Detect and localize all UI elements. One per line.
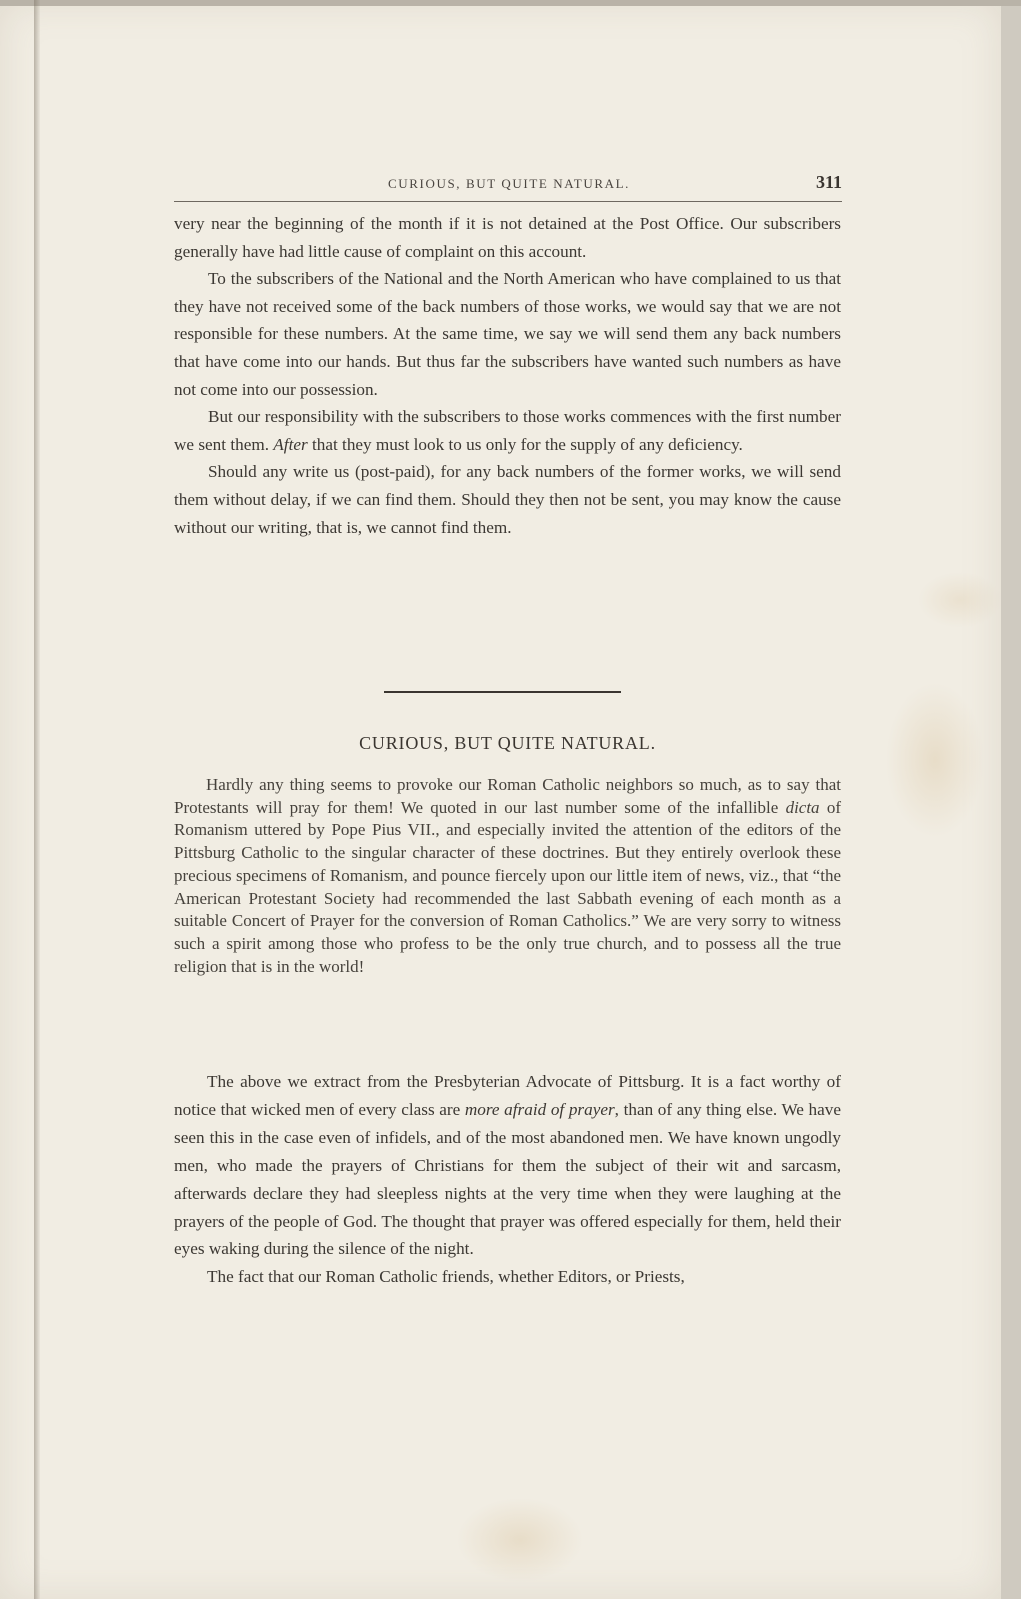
article-paragraph-1-text-b: , than of any thing else. We have seen this in the case even of infidels, and of the most abandoned men. We have known ungodly men, who made the prayers of Christians for them the subject of their wit and sarcasm, afterwards declare they had sleepless nights at the very time when they were laughing at the prayers of the people of God. The thought that prayer was offered especially for them, held their eyes waking during the silence of the night. bbox=[174, 1099, 842, 1259]
header-rule bbox=[174, 201, 842, 202]
notice-paragraph-4: Should any write us (post-paid), for any back numbers of the former works, we will send them without delay, if we can find them. Should they then not be sent, you may know the cause without our writing, that is, we cannot find them. bbox=[174, 462, 841, 537]
page-number: 311 bbox=[815, 172, 842, 192]
extract-text-b: of Romanism uttered by Pope Pius VII., and especially invited the attention of the editors of the Pittsburg Catholic to the singular character of these doctrines. But they entirely overlook these precious specimens of Romanism, and pounce fiercely upon our little item of news, viz., that “the American Protestant Society had recommended the last Sabbath evening of each month as a suitable Concert of Prayer for the conversion of Roman Catholics.” We are very sorry to witness such a spirit among those who profess to be the only true church, and to possess all the true religion that is in the world! bbox=[174, 797, 841, 976]
notice-paragraph-3 bbox=[174, 403, 841, 458]
article-paragraph-1 bbox=[174, 1068, 841, 1263]
article-title: CURIOUS, BUT QUITE NATURAL. bbox=[359, 733, 656, 753]
extract-text-a: Hardly any thing seems to provoke our Roman Catholic neighbors so much, as to say that Protestants will pray for them! We quoted in our last number some of the infallible bbox=[174, 775, 841, 817]
notice-section bbox=[174, 210, 841, 541]
notice-paragraph-1: very near the beginning of the month if it is not detained at the Post Office. Our subscribers generally have had little cause of complaint on this account. bbox=[174, 214, 841, 261]
article-body bbox=[174, 1068, 841, 1291]
quoted-extract bbox=[174, 774, 841, 978]
article-paragraph-1-text-a: The above we extract from the Presbyterian Advocate of Pittsburg. It is a fact worthy of notice that wicked men of every class are bbox=[174, 1072, 841, 1119]
running-head-title: CURIOUS, BUT QUITE NATURAL. bbox=[388, 176, 630, 191]
notice-paragraph-3-emphasis: After bbox=[273, 434, 308, 454]
notice-paragraph-3-text-a: But our responsibility with the subscribers to those works commences with the first number we sent them. bbox=[174, 407, 841, 454]
running-head bbox=[174, 172, 844, 196]
section-divider bbox=[384, 691, 621, 693]
page-top-edge bbox=[0, 0, 1021, 6]
extract-paragraph bbox=[174, 774, 841, 978]
article-paragraph-2: The fact that our Roman Catholic friends, whether Editors, or Priests, bbox=[207, 1267, 685, 1287]
extract-emphasis: dicta bbox=[785, 797, 820, 817]
notice-paragraph-3-text-b: that they must look to us only for the supply of any deficiency. bbox=[307, 434, 743, 454]
article-paragraph-1-emphasis: more afraid of prayer bbox=[464, 1099, 615, 1119]
binding-gutter bbox=[34, 0, 40, 1599]
notice-paragraph-2: To the subscribers of the National and the North American who have complained to us that they have not received some of the back numbers of those works, we would say that we are not responsible for these numbers. At the same time, we say we will send them any back numbers that have come into our hands. But thus far the subscribers have wanted such numbers as have not come into our possession. bbox=[174, 269, 841, 399]
